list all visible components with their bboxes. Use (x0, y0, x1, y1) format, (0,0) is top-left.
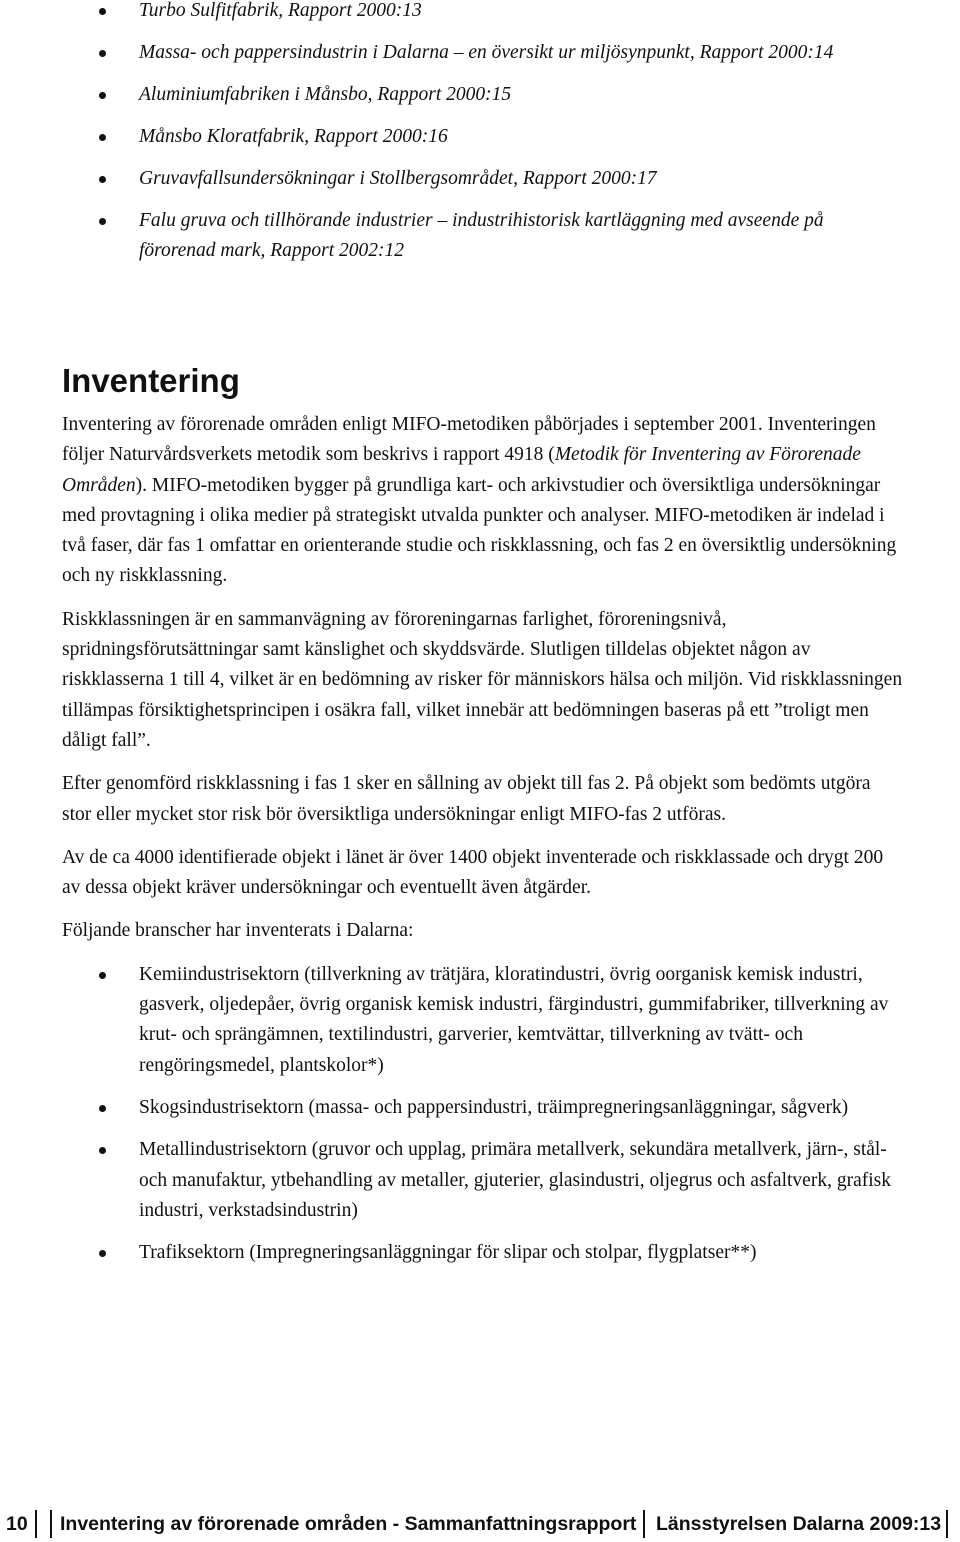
bullet-icon (99, 134, 106, 141)
industry-list-item (62, 960, 904, 1081)
bullet-icon (99, 1147, 106, 1154)
footer-divider (35, 1510, 37, 1538)
industry-list-item (62, 1135, 904, 1226)
report-list-item (62, 164, 902, 194)
report-list (62, 0, 902, 266)
bullet-icon (99, 218, 106, 225)
report-list-item (62, 80, 902, 110)
industry-list (62, 960, 904, 1269)
section-heading: Inventering (62, 362, 240, 399)
report-title: Månsbo Kloratfabrik, Rapport 2000:16 (139, 126, 448, 147)
industry-list-item (62, 1238, 904, 1268)
paragraph-phase2: Efter genomförd riskklassning i fas 1 sker en sållning av objekt till fas 2. På objekt som bedömts utgöra stor eller mycket stor risk bör översiktliga undersökningar enligt MIFO-fas 2 utföras. (62, 773, 871, 825)
industry-list-item (62, 1093, 904, 1123)
page-number: 10 (6, 1513, 28, 1535)
report-title: Falu gruva och tillhörande industrier – industrihistorisk kartläggning med avseende på förorenad mark, Rapport 2002:12 (139, 210, 824, 261)
section-body (62, 410, 904, 1280)
industry-text: Metallindustrisektorn (gruvor och upplag, primära metallverk, sekundära metallverk, järn-, stål- och manufaktur, ytbehandling av metaller, gjuterier, glasindustri, oljegrus och asfaltverk, grafisk industri, verkstadsindustrin) (139, 1139, 891, 1221)
bullet-icon (99, 1105, 106, 1112)
bullet-icon (99, 92, 106, 99)
paragraph-branches-intro: Följande branscher har inventerats i Dalarna: (62, 920, 414, 942)
report-title: Turbo Sulfitfabrik, Rapport 2000:13 (139, 0, 422, 21)
report-list-item (62, 206, 902, 266)
bullet-icon (99, 176, 106, 183)
report-title: Massa- och pappersindustrin i Dalarna – en översikt ur miljösynpunkt, Rapport 2000:14 (139, 42, 834, 63)
paragraph-riskclass: Riskklassningen är en sammanvägning av föroreningarnas farlighet, föroreningsnivå, spridningsförutsättningar samt känslighet och skyddsvärde. Slutligen tilldelas objektet någon av riskklasserna 1 till 4, vilket är en bedömning av risker för människors hälsa och miljön. Vid riskklassningen tillämpas försiktighetsprincipen i osäkra fall, vilket innebär att bedömningen baseras på ett ”troligt men dåligt fall”. (62, 608, 903, 751)
report-title: Gruvavfallsundersökningar i Stollbergsområdet, Rapport 2000:17 (139, 168, 657, 189)
footer-document-title: Inventering av förorenade områden - Sammanfattningsrapport (60, 1513, 637, 1535)
footer-divider (946, 1510, 948, 1538)
footer-divider (643, 1510, 645, 1538)
industry-text: Trafiksektorn (Impregneringsanläggningar för slipar och stolpar, flygplatser**) (139, 1242, 757, 1264)
report-list-item (62, 122, 902, 152)
report-title: Aluminiumfabriken i Månsbo, Rapport 2000:15 (139, 84, 512, 105)
page-footer (0, 1502, 960, 1538)
footer-organization: Länsstyrelsen Dalarna 2009:13 (656, 1513, 942, 1535)
footer-divider (50, 1510, 52, 1538)
report-list-item (62, 38, 902, 68)
paragraph-intro-text: Inventering av förorenade områden enligt MIFO-metodiken påbörjades i september 2001. Inventeringen följer Naturvårdsverkets metodik som beskrivs i rapport 4918 ( (62, 414, 876, 466)
bullet-icon (99, 8, 106, 15)
paragraph-intro-text-cont: ). MIFO-metodiken bygger på grundliga kart- och arkivstudier och översiktliga undersökningar med provtagning i olika medier på strategiskt utvalda punkter och analyser. MIFO-metodiken är indelad i två faser, där fas 1 omfattar en orienterande studie och riskklassning, och fas 2 en översiktlig undersökning och ny riskklassning. (62, 474, 897, 587)
industry-text: Skogsindustrisektorn (massa- och pappersindustri, träimpregneringsanläggningar, sågverk) (139, 1096, 849, 1118)
bullet-icon (99, 50, 106, 57)
method-title: Metodik för Inventering av Förorenade Områden (62, 444, 861, 496)
industry-text: Kemiindustrisektorn (tillverkning av trätjära, kloratindustri, övrig oorganisk kemisk industri, gasverk, oljedepåer, övrig organisk kemisk industri, färgindustri, gummifabriker, tillverkning av krut- och sprängämnen, textilindustri, garverier, kemtvättar, tillverkning av tvätt- och rengöringsmedel, plantskolor*) (139, 963, 889, 1076)
bullet-icon (99, 1250, 106, 1257)
bullet-icon (99, 972, 106, 979)
paragraph-intro (62, 410, 904, 592)
paragraph-objects: Av de ca 4000 identifierade objekt i länet är över 1400 objekt inventerade och riskklassade och drygt 200 av dessa objekt kräver undersökningar och eventuellt även åtgärder. (62, 846, 884, 899)
report-list-item (62, 0, 902, 26)
